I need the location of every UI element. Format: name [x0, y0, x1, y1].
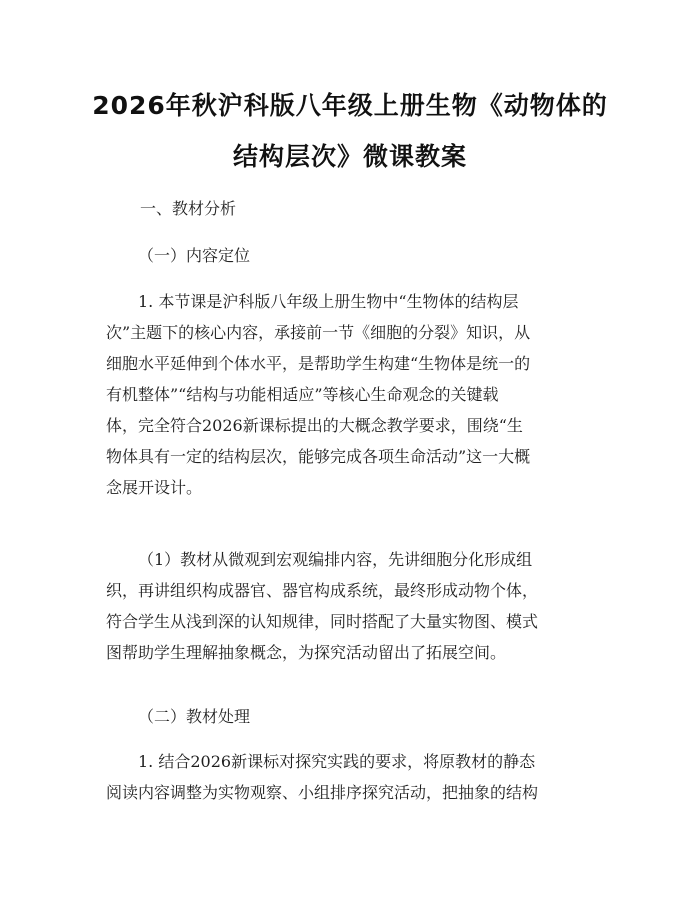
paragraph-line: 织，再讲组织构成器官、器官构成系统，最终形成动物个体， [106, 581, 539, 600]
paragraph-textbook-structure [106, 544, 608, 668]
paragraph-line: 1. 本节课是沪科版八年级上册生物中“生物体的结构层 [138, 292, 519, 311]
document-title-line-2: 结构层次》微课教案 [232, 142, 467, 171]
paragraph-line: 1. 结合2026新课标对探究实践的要求，将原教材的静态 [138, 752, 536, 771]
paragraph-textbook-handling [106, 746, 608, 808]
paragraph-line: 图帮助学生理解抽象概念，为探究活动留出了拓展空间。 [106, 643, 507, 662]
paragraph-line: 阅读内容调整为实物观察、小组排序探究活动，把抽象的结构 [106, 783, 539, 802]
subsection-heading-content-positioning: （一）内容定位 [138, 246, 251, 265]
paragraph-line: 体，完全符合2026新课标提出的大概念教学要求，围绕“生 [106, 416, 523, 435]
paragraph-line: （1）教材从微观到宏观编排内容，先讲细胞分化形成组 [138, 550, 533, 569]
paragraph-line: 物体具有一定的结构层次，能够完成各项生命活动”这一大概 [106, 447, 531, 466]
paragraph-line: 细胞水平延伸到个体水平，是帮助学生构建“生物体是统一的 [106, 354, 531, 373]
paragraph-line: 符合学生从浅到深的认知规律，同时搭配了大量实物图、模式 [106, 612, 539, 631]
section-heading-textbook-analysis: 一、教材分析 [140, 199, 237, 218]
paragraph-content-positioning [106, 286, 608, 503]
paragraph-line: 有机整体”“结构与功能相适应”等核心生命观念的关键载 [106, 385, 499, 404]
paragraph-line: 念展开设计。 [106, 478, 203, 497]
paragraph-line: 次”主题下的核心内容，承接前一节《细胞的分裂》知识，从 [106, 323, 531, 342]
subsection-heading-textbook-handling: （二）教材处理 [138, 707, 251, 726]
document-title-line-1: 2026年秋沪科版八年级上册生物《动物体的 [92, 91, 608, 120]
